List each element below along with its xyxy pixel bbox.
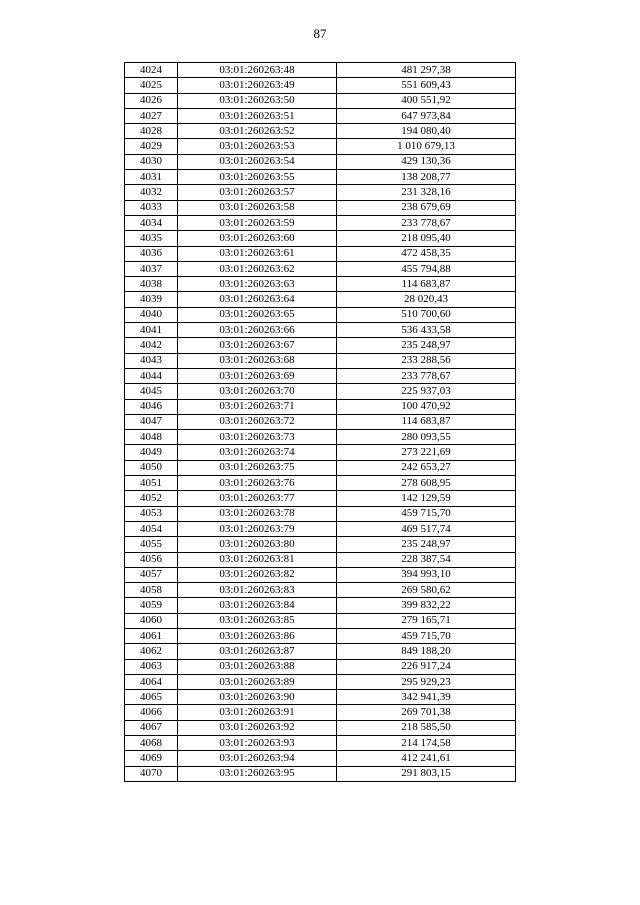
row-number-cell: 4036	[125, 246, 178, 261]
table-row	[125, 307, 516, 322]
row-number-cell: 4041	[125, 323, 178, 338]
row-number-cell: 4042	[125, 338, 178, 353]
row-number-cell: 4040	[125, 307, 178, 322]
row-number-cell: 4027	[125, 108, 178, 123]
cadastral-number-cell: 03:01:260263:91	[178, 705, 337, 720]
row-number-cell: 4062	[125, 644, 178, 659]
table-row	[125, 353, 516, 368]
row-number-cell: 4050	[125, 460, 178, 475]
cadastral-value-cell: 849 188,20	[337, 644, 516, 659]
cadastral-value-cell: 278 608,95	[337, 476, 516, 491]
cadastral-value-cell: 269 701,38	[337, 705, 516, 720]
cadastral-value-cell: 280 093,55	[337, 430, 516, 445]
cadastral-number-cell: 03:01:260263:94	[178, 751, 337, 766]
cadastral-value-cell: 242 653,27	[337, 460, 516, 475]
cadastral-number-cell: 03:01:260263:65	[178, 307, 337, 322]
row-number-cell: 4025	[125, 78, 178, 93]
cadastral-number-cell: 03:01:260263:64	[178, 292, 337, 307]
cadastral-value-cell: 291 803,15	[337, 766, 516, 781]
row-number-cell: 4059	[125, 598, 178, 613]
row-number-cell: 4037	[125, 261, 178, 276]
cadastral-number-cell: 03:01:260263:74	[178, 445, 337, 460]
table-row	[125, 491, 516, 506]
table-row	[125, 598, 516, 613]
table-row	[125, 414, 516, 429]
table-row	[125, 93, 516, 108]
cadastral-value-cell: 142 129,59	[337, 491, 516, 506]
table-row	[125, 552, 516, 567]
row-number-cell: 4030	[125, 154, 178, 169]
cadastral-number-cell: 03:01:260263:66	[178, 323, 337, 338]
cadastral-number-cell: 03:01:260263:59	[178, 215, 337, 230]
table-row	[125, 644, 516, 659]
cadastral-value-table	[124, 62, 516, 782]
table-row	[125, 215, 516, 230]
row-number-cell: 4068	[125, 736, 178, 751]
cadastral-value-cell: 342 941,39	[337, 690, 516, 705]
row-number-cell: 4057	[125, 567, 178, 582]
cadastral-number-cell: 03:01:260263:81	[178, 552, 337, 567]
cadastral-number-cell: 03:01:260263:93	[178, 736, 337, 751]
cadastral-number-cell: 03:01:260263:79	[178, 521, 337, 536]
table-row	[125, 506, 516, 521]
table-row	[125, 323, 516, 338]
cadastral-number-cell: 03:01:260263:92	[178, 720, 337, 735]
cadastral-value-cell: 536 433,58	[337, 323, 516, 338]
table-row	[125, 338, 516, 353]
cadastral-value-cell: 459 715,70	[337, 506, 516, 521]
cadastral-number-cell: 03:01:260263:63	[178, 277, 337, 292]
row-number-cell: 4038	[125, 277, 178, 292]
cadastral-value-cell: 400 551,92	[337, 93, 516, 108]
cadastral-number-cell: 03:01:260263:57	[178, 185, 337, 200]
row-number-cell: 4033	[125, 200, 178, 215]
row-number-cell: 4063	[125, 659, 178, 674]
row-number-cell: 4054	[125, 521, 178, 536]
cadastral-number-cell: 03:01:260263:73	[178, 430, 337, 445]
page-number: 87	[313, 26, 327, 41]
row-number-cell: 4031	[125, 170, 178, 185]
table-row	[125, 200, 516, 215]
cadastral-number-cell: 03:01:260263:62	[178, 261, 337, 276]
table-row	[125, 154, 516, 169]
cadastral-value-cell: 551 609,43	[337, 78, 516, 93]
cadastral-number-cell: 03:01:260263:78	[178, 506, 337, 521]
cadastral-value-cell: 279 165,71	[337, 613, 516, 628]
row-number-cell: 4048	[125, 430, 178, 445]
cadastral-number-cell: 03:01:260263:89	[178, 674, 337, 689]
cadastral-number-cell: 03:01:260263:69	[178, 368, 337, 383]
table-row	[125, 430, 516, 445]
cadastral-value-cell: 647 973,84	[337, 108, 516, 123]
cadastral-value-cell: 231 328,16	[337, 185, 516, 200]
cadastral-value-cell: 472 458,35	[337, 246, 516, 261]
cadastral-number-cell: 03:01:260263:82	[178, 567, 337, 582]
cadastral-value-cell: 238 679,69	[337, 200, 516, 215]
cadastral-value-cell: 28 020,43	[337, 292, 516, 307]
cadastral-number-cell: 03:01:260263:70	[178, 384, 337, 399]
cadastral-number-cell: 03:01:260263:68	[178, 353, 337, 368]
cadastral-value-cell: 429 130,36	[337, 154, 516, 169]
table-row	[125, 63, 516, 78]
table-row	[125, 628, 516, 643]
row-number-cell: 4043	[125, 353, 178, 368]
cadastral-number-cell: 03:01:260263:71	[178, 399, 337, 414]
table-row	[125, 78, 516, 93]
table-row	[125, 108, 516, 123]
cadastral-number-cell: 03:01:260263:77	[178, 491, 337, 506]
row-number-cell: 4066	[125, 705, 178, 720]
cadastral-value-cell: 235 248,97	[337, 338, 516, 353]
row-number-cell: 4056	[125, 552, 178, 567]
table-row	[125, 460, 516, 475]
row-number-cell: 4028	[125, 124, 178, 139]
table-row	[125, 261, 516, 276]
cadastral-number-cell: 03:01:260263:60	[178, 231, 337, 246]
row-number-cell: 4060	[125, 613, 178, 628]
cadastral-number-cell: 03:01:260263:53	[178, 139, 337, 154]
row-number-cell: 4029	[125, 139, 178, 154]
row-number-cell: 4069	[125, 751, 178, 766]
row-number-cell: 4055	[125, 537, 178, 552]
cadastral-number-cell: 03:01:260263:67	[178, 338, 337, 353]
cadastral-value-cell: 233 288,56	[337, 353, 516, 368]
row-number-cell: 4053	[125, 506, 178, 521]
cadastral-number-cell: 03:01:260263:86	[178, 628, 337, 643]
cadastral-value-cell: 459 715,70	[337, 628, 516, 643]
row-number-cell: 4047	[125, 414, 178, 429]
table-row	[125, 384, 516, 399]
row-number-cell: 4049	[125, 445, 178, 460]
table-row	[125, 185, 516, 200]
table-row	[125, 368, 516, 383]
cadastral-number-cell: 03:01:260263:50	[178, 93, 337, 108]
cadastral-value-cell: 510 700,60	[337, 307, 516, 322]
row-number-cell: 4065	[125, 690, 178, 705]
table-row	[125, 170, 516, 185]
cadastral-number-cell: 03:01:260263:55	[178, 170, 337, 185]
cadastral-value-cell: 273 221,69	[337, 445, 516, 460]
cadastral-value-cell: 138 208,77	[337, 170, 516, 185]
row-number-cell: 4051	[125, 476, 178, 491]
cadastral-number-cell: 03:01:260263:80	[178, 537, 337, 552]
table-row	[125, 521, 516, 536]
row-number-cell: 4058	[125, 583, 178, 598]
table-row	[125, 751, 516, 766]
table-row	[125, 139, 516, 154]
table-row	[125, 445, 516, 460]
cadastral-number-cell: 03:01:260263:76	[178, 476, 337, 491]
table-row	[125, 476, 516, 491]
cadastral-number-cell: 03:01:260263:88	[178, 659, 337, 674]
cadastral-value-cell: 226 917,24	[337, 659, 516, 674]
table-row	[125, 659, 516, 674]
table-row	[125, 292, 516, 307]
table-row	[125, 736, 516, 751]
cadastral-number-cell: 03:01:260263:72	[178, 414, 337, 429]
cadastral-number-cell: 03:01:260263:84	[178, 598, 337, 613]
row-number-cell: 4070	[125, 766, 178, 781]
row-number-cell: 4039	[125, 292, 178, 307]
row-number-cell: 4067	[125, 720, 178, 735]
cadastral-value-cell: 412 241,61	[337, 751, 516, 766]
cadastral-value-cell: 114 683,87	[337, 277, 516, 292]
row-number-cell: 4032	[125, 185, 178, 200]
row-number-cell: 4044	[125, 368, 178, 383]
cadastral-value-cell: 481 297,38	[337, 63, 516, 78]
cadastral-number-cell: 03:01:260263:95	[178, 766, 337, 781]
cadastral-number-cell: 03:01:260263:52	[178, 124, 337, 139]
cadastral-number-cell: 03:01:260263:90	[178, 690, 337, 705]
row-number-cell: 4026	[125, 93, 178, 108]
cadastral-value-cell: 218 585,50	[337, 720, 516, 735]
cadastral-value-cell: 214 174,58	[337, 736, 516, 751]
cadastral-number-cell: 03:01:260263:61	[178, 246, 337, 261]
table-row	[125, 399, 516, 414]
cadastral-value-cell: 399 832,22	[337, 598, 516, 613]
cadastral-value-cell: 455 794,88	[337, 261, 516, 276]
cadastral-number-cell: 03:01:260263:49	[178, 78, 337, 93]
row-number-cell: 4024	[125, 63, 178, 78]
table-row	[125, 720, 516, 735]
table-row	[125, 277, 516, 292]
cadastral-number-cell: 03:01:260263:83	[178, 583, 337, 598]
cadastral-value-cell: 194 080,40	[337, 124, 516, 139]
row-number-cell: 4064	[125, 674, 178, 689]
table-row	[125, 613, 516, 628]
cadastral-value-cell: 269 580,62	[337, 583, 516, 598]
cadastral-number-cell: 03:01:260263:48	[178, 63, 337, 78]
cadastral-number-cell: 03:01:260263:58	[178, 200, 337, 215]
cadastral-value-cell: 218 095,40	[337, 231, 516, 246]
cadastral-value-cell: 1 010 679,13	[337, 139, 516, 154]
row-number-cell: 4046	[125, 399, 178, 414]
row-number-cell: 4045	[125, 384, 178, 399]
table-row	[125, 705, 516, 720]
cadastral-number-cell: 03:01:260263:54	[178, 154, 337, 169]
table-row	[125, 567, 516, 582]
cadastral-value-cell: 235 248,97	[337, 537, 516, 552]
cadastral-number-cell: 03:01:260263:51	[178, 108, 337, 123]
table-row	[125, 674, 516, 689]
table-row	[125, 246, 516, 261]
row-number-cell: 4035	[125, 231, 178, 246]
table-row	[125, 690, 516, 705]
cadastral-number-cell: 03:01:260263:87	[178, 644, 337, 659]
cadastral-value-cell: 233 778,67	[337, 368, 516, 383]
cadastral-value-cell: 295 929,23	[337, 674, 516, 689]
cadastral-value-cell: 225 937,03	[337, 384, 516, 399]
cadastral-number-cell: 03:01:260263:85	[178, 613, 337, 628]
table-row	[125, 537, 516, 552]
row-number-cell: 4052	[125, 491, 178, 506]
table-row	[125, 766, 516, 781]
table-row	[125, 231, 516, 246]
cadastral-value-cell: 233 778,67	[337, 215, 516, 230]
table-body	[125, 63, 516, 782]
table-row	[125, 124, 516, 139]
cadastral-value-cell: 469 517,74	[337, 521, 516, 536]
cadastral-value-cell: 100 470,92	[337, 399, 516, 414]
row-number-cell: 4034	[125, 215, 178, 230]
row-number-cell: 4061	[125, 628, 178, 643]
cadastral-value-cell: 228 387,54	[337, 552, 516, 567]
cadastral-value-cell: 394 993,10	[337, 567, 516, 582]
cadastral-value-cell: 114 683,87	[337, 414, 516, 429]
cadastral-number-cell: 03:01:260263:75	[178, 460, 337, 475]
table-row	[125, 583, 516, 598]
